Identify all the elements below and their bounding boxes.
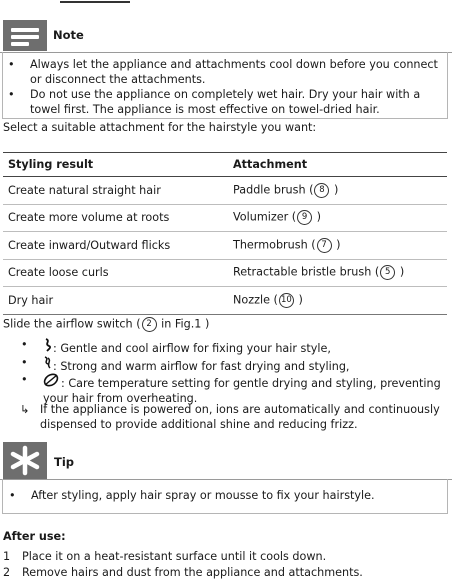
bullet-dot: • bbox=[21, 373, 28, 386]
airflow-item-text: : Gentle and cool airflow for fixing your hair style, bbox=[53, 342, 331, 355]
attachment-cell bbox=[228, 232, 447, 260]
styling-result: Create inward/Outward flicks bbox=[3, 232, 228, 260]
note-bullet-line: towel first. The appliance is most effective on towel-dried hair. bbox=[30, 102, 380, 116]
airflow-item bbox=[21, 373, 441, 406]
airflow-text: Slide the airflow switch ( bbox=[3, 317, 141, 331]
bullet-dot: • bbox=[21, 356, 28, 369]
styling-result: Create loose curls bbox=[3, 259, 228, 287]
note-bullet-line: Always let the appliance and attachments cool down before you connect bbox=[30, 58, 438, 71]
paren: ) bbox=[334, 183, 339, 197]
intro-text: Select a suitable attachment for the hairstyle you want: bbox=[3, 121, 317, 134]
step-number: 2 bbox=[3, 566, 11, 579]
airflow-result bbox=[20, 403, 440, 432]
note-icon bbox=[3, 20, 47, 51]
step-text: Place it on a heat-resistant surface until it cools down. bbox=[22, 550, 327, 563]
care-setting-icon bbox=[43, 373, 61, 392]
table-header-row bbox=[3, 153, 447, 177]
airflow-item-text: : Care temperature setting for gentle drying and styling, preventing bbox=[61, 377, 441, 390]
attachment-name: Retractable bristle brush ( bbox=[233, 265, 380, 279]
step-number: 1 bbox=[3, 550, 11, 563]
step-text: Remove hairs and dust from the appliance and attachments. bbox=[22, 566, 363, 579]
styling-result: Dry hair bbox=[3, 287, 228, 315]
bullet-dot: • bbox=[9, 489, 16, 502]
table-row bbox=[3, 232, 447, 260]
paren: ) bbox=[298, 293, 303, 307]
attachment-cell bbox=[228, 287, 447, 315]
airflow-item bbox=[21, 356, 350, 375]
bullet-dot: • bbox=[8, 88, 15, 101]
circled-number: 7 bbox=[317, 238, 332, 253]
gentle-airflow-icon bbox=[43, 338, 53, 357]
result-text: If the appliance is powered on, ions are automatically and continuously bbox=[40, 403, 440, 416]
note-bullet bbox=[8, 88, 421, 117]
attachment-name: Volumizer ( bbox=[233, 210, 297, 224]
paren: ) bbox=[336, 238, 341, 252]
attachment-cell bbox=[228, 259, 447, 287]
circled-number: 5 bbox=[380, 265, 395, 280]
airflow-item-text: : Strong and warm airflow for fast drying and styling, bbox=[53, 360, 350, 373]
circled-number: 8 bbox=[314, 183, 329, 198]
circled-number: 9 bbox=[297, 210, 312, 225]
note-bullet-line: or disconnect the attachments. bbox=[30, 72, 206, 86]
airflow-text: in Fig.1 ) bbox=[161, 317, 210, 331]
strong-airflow-icon bbox=[43, 356, 53, 375]
table-row bbox=[3, 259, 447, 287]
note-box bbox=[2, 52, 448, 119]
attachment-cell bbox=[228, 177, 447, 205]
paren: ) bbox=[399, 265, 405, 279]
airflow-item bbox=[21, 338, 331, 357]
tip-bullet-text: After styling, apply hair spray or mousse to fix your hairstyle. bbox=[31, 489, 375, 502]
note-header bbox=[0, 18, 452, 53]
note-title: Note bbox=[53, 28, 84, 42]
bullet-dot: • bbox=[8, 58, 15, 71]
column-header: Attachment bbox=[228, 153, 447, 177]
note-bullet bbox=[8, 58, 438, 87]
styling-result: Create more volume at roots bbox=[3, 204, 228, 232]
table-row bbox=[3, 204, 447, 232]
airflow-instruction bbox=[3, 317, 209, 332]
attachment-name: Nozzle ( bbox=[233, 293, 278, 307]
column-header: Styling result bbox=[3, 153, 228, 177]
styling-result: Create natural straight hair bbox=[3, 177, 228, 205]
table-row bbox=[3, 177, 447, 205]
tip-title: Tip bbox=[54, 455, 75, 469]
attachment-name: Paddle brush ( bbox=[233, 183, 314, 197]
tip-header bbox=[0, 441, 452, 480]
after-use-heading: After use: bbox=[3, 530, 66, 543]
paren: ) bbox=[316, 210, 322, 224]
attachment-cell bbox=[228, 204, 447, 232]
airflow-item-text: your hair from overheating. bbox=[43, 391, 198, 405]
attachment-table bbox=[3, 152, 447, 315]
circled-number: 10 bbox=[279, 293, 294, 308]
circled-number: 2 bbox=[142, 317, 157, 332]
note-bullet-line: Do not use the appliance on completely wet hair. Dry your hair with a bbox=[30, 88, 421, 101]
table-row bbox=[3, 287, 447, 315]
tip-box bbox=[2, 479, 448, 514]
tip-icon bbox=[3, 442, 47, 479]
result-arrow-icon: ↳ bbox=[20, 403, 30, 416]
cropped-heading-fragment bbox=[60, 0, 130, 3]
result-text: dispensed to provide additional shine and reducing frizz. bbox=[40, 417, 358, 431]
attachment-name: Thermobrush ( bbox=[233, 238, 316, 252]
bullet-dot: • bbox=[21, 338, 28, 351]
tip-bullet bbox=[9, 489, 375, 504]
